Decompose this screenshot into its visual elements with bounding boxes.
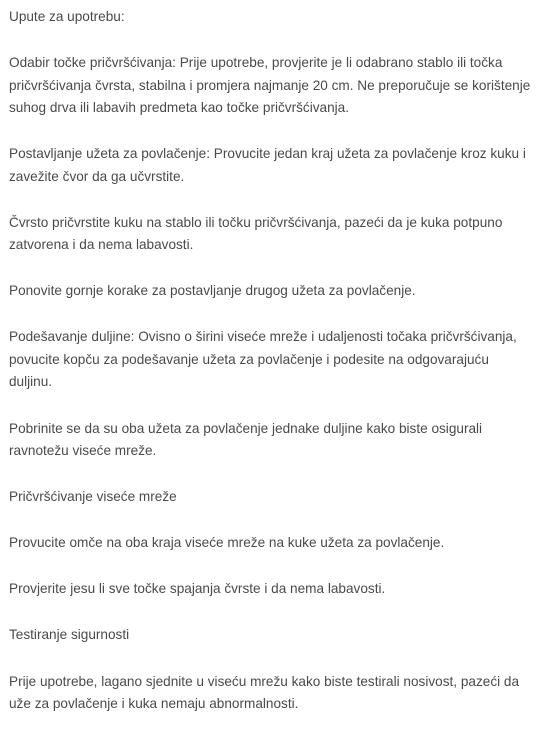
section-heading-safety-test: Testiranje sigurnosti bbox=[9, 627, 130, 643]
instructions-heading: Upute za upotrebu: bbox=[9, 9, 125, 24]
paragraph-loops: Provucite omče na oba kraja viseće mreže na kuke užeta za povlačenje. bbox=[9, 535, 445, 551]
document-body bbox=[9, 6, 535, 739]
paragraph-hook-fastening: Čvrsto pričvrstite kuku na stablo ili točku pričvršćivanja, pazeći da je kuka potpuno zatvorena i da nema labavosti. bbox=[9, 214, 503, 253]
paragraph-check-connections: Provjerite jesu li sve točke spajanja čvrste i da nema labavosti. bbox=[9, 581, 386, 597]
section-heading-hammock-attachment: Pričvršćivanje viseće mreže bbox=[9, 489, 177, 505]
paragraph-length-adjustment: Podešavanje duljine: Ovisno o širini viseće mreže i udaljenosti točaka pričvršćivanja, povucite kopču za podešavanje užeta za povlačenje i podesite na odgovarajuću duljinu. bbox=[9, 329, 517, 390]
paragraph-attachment-point: Odabir točke pričvršćivanja: Prije upotrebe, provjerite je li odabrano stablo ili točka pričvršćivanja čvrsta, stabilna i promjera najmanje 20 cm. Ne preporučuje se korištenje suhog drva ili labavih predmeta kao točke pričvršćivanja. bbox=[9, 55, 531, 116]
paragraph-load-test: Prije upotrebe, lagano sjednite u viseću mrežu kako biste testirali nosivost, pazeći da uže za povlačenje i kuka nemaju abnormalnosti. bbox=[9, 673, 520, 712]
paragraph-repeat-steps: Ponovite gornje korake za postavljanje drugog užeta za povlačenje. bbox=[9, 283, 416, 299]
paragraph-rope-setup: Postavljanje užeta za povlačenje: Provucite jedan kraj užeta za povlačenje kroz kuku i zavežite čvor da ga učvrstite. bbox=[9, 146, 526, 184]
paragraph-equal-length: Pobrinite se da su oba užeta za povlačenje jednake duljine kako biste osigurali ravnotežu viseće mreže. bbox=[9, 420, 483, 459]
